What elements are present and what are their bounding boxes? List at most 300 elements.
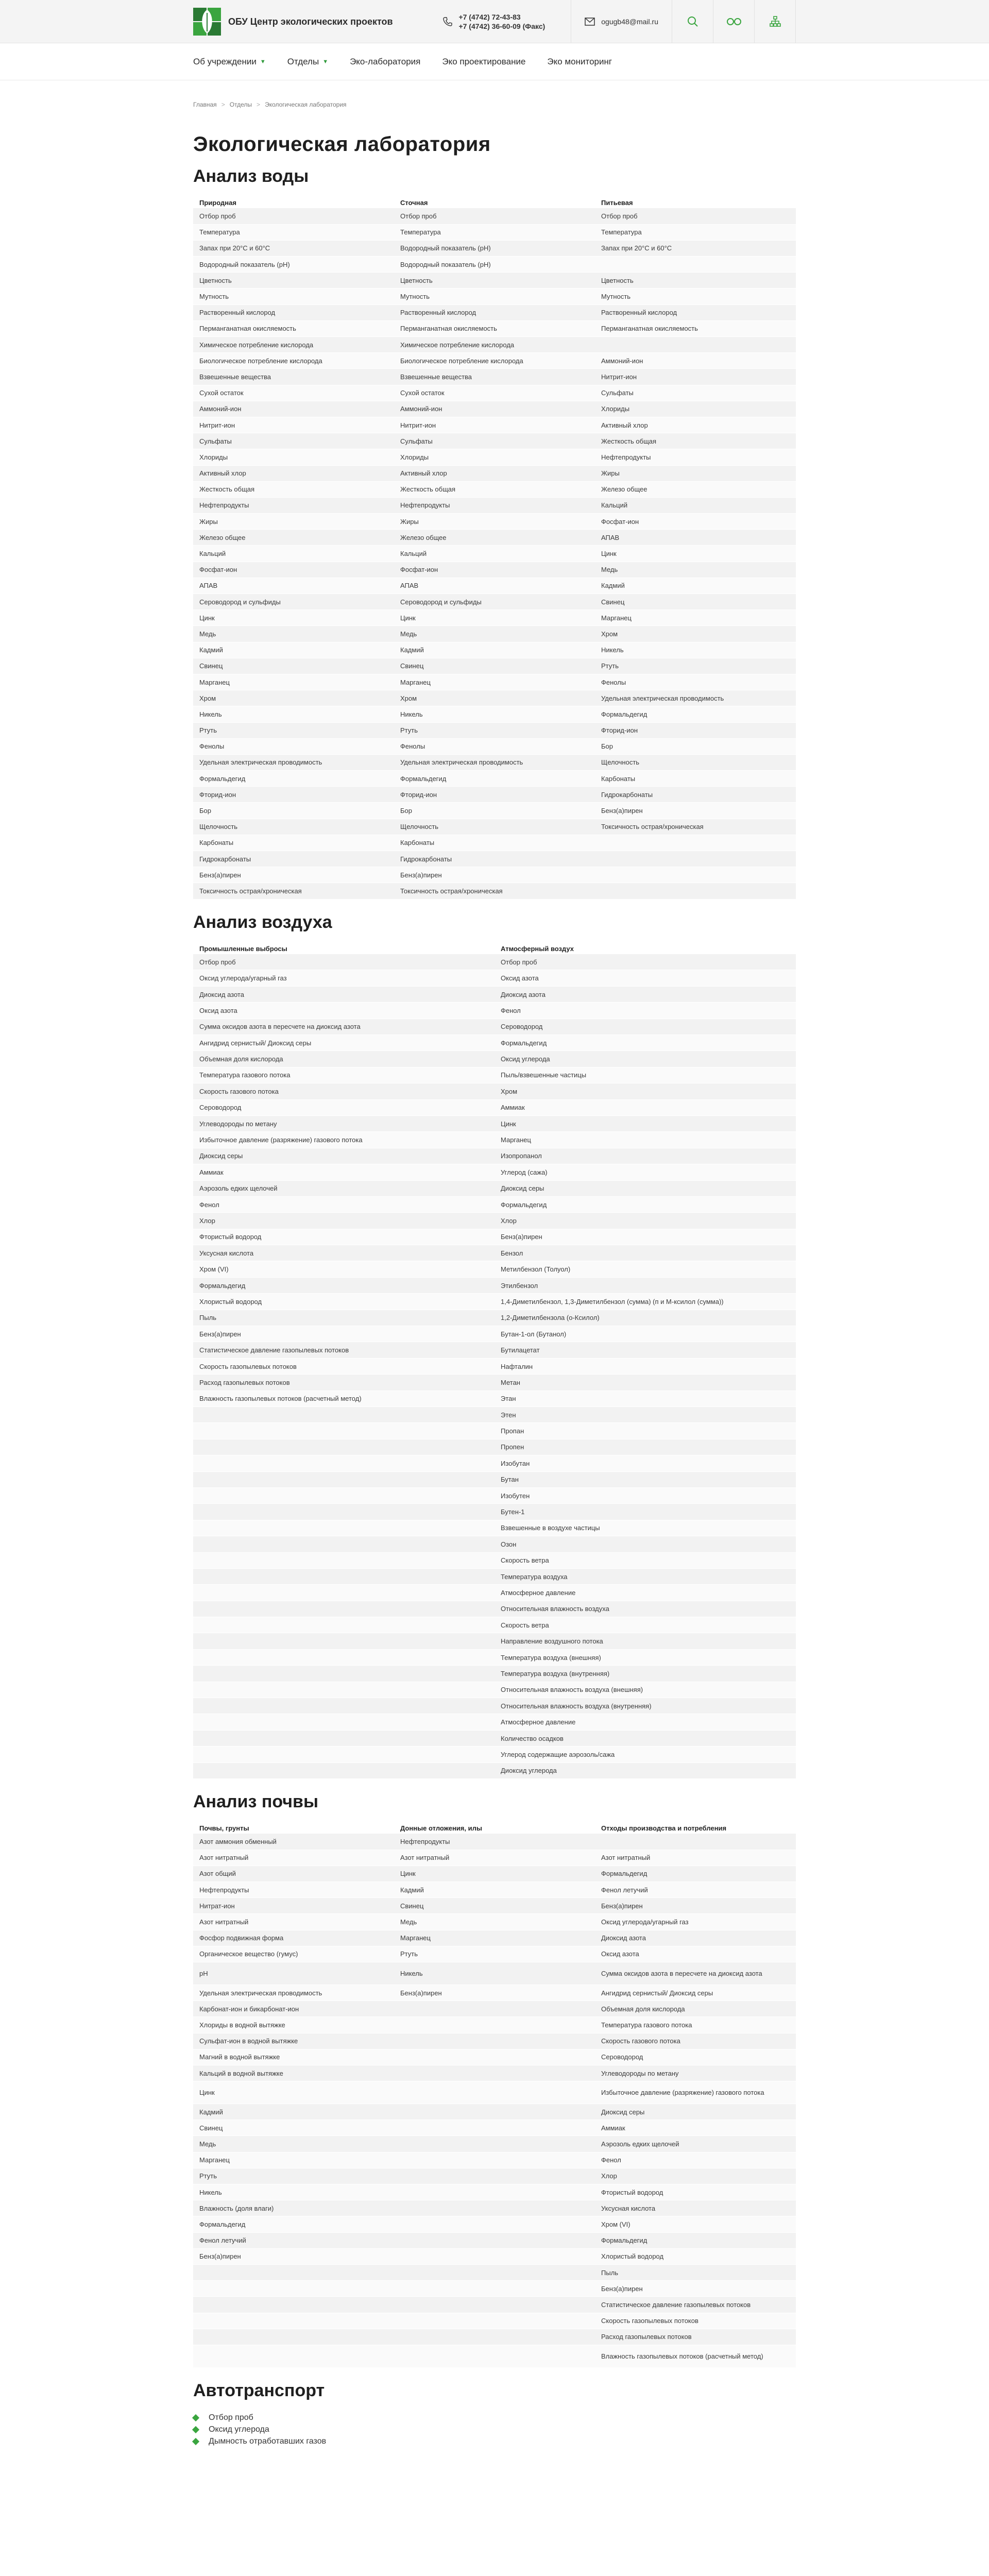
table-row <box>193 1132 796 1148</box>
table-cell <box>394 2264 595 2280</box>
table-cell <box>394 2200 595 2216</box>
table-cell: Фенол <box>494 1003 796 1019</box>
table-cell: Никель <box>193 2184 394 2200</box>
table-cell: Цинк <box>394 610 595 626</box>
nav-label: Эко-лаборатория <box>350 57 421 66</box>
table-row <box>193 514 796 530</box>
table-cell: Железо общее <box>193 530 394 546</box>
soil-section-title: Анализ почвы <box>193 1791 318 1811</box>
table-row <box>193 2049 796 2065</box>
table-cell: Щелочность <box>394 819 595 835</box>
table-cell: Аммиак <box>595 2120 796 2136</box>
nav-item-departments[interactable] <box>287 57 328 67</box>
table-cell: Активный хлор <box>193 465 394 481</box>
table-cell: Фтористый водород <box>193 1229 494 1245</box>
table-cell <box>193 1487 494 1503</box>
table-row <box>193 2136 796 2152</box>
table-cell: Магний в водной вытяжке <box>193 2049 394 2065</box>
table-row <box>193 1568 796 1584</box>
table-cell: Биологическое потребление кислорода <box>394 353 595 369</box>
table-cell: Диоксид серы <box>595 2104 796 2120</box>
breadcrumb <box>193 80 796 116</box>
table-cell: Аэрозоль едких щелочей <box>193 1180 494 1196</box>
table-cell: Жиры <box>595 465 796 481</box>
table-cell: Фенолы <box>595 674 796 690</box>
table-cell: Бенз(а)пирен <box>193 867 394 883</box>
table-cell: Кальций <box>394 546 595 562</box>
table-cell: Влажность газопылевых потоков (расчетный метод) <box>595 2345 796 2367</box>
glasses-icon <box>726 18 742 26</box>
table-row <box>193 1747 796 1762</box>
table-cell: Свинец <box>193 658 394 674</box>
nav-label: Эко мониторинг <box>547 57 612 66</box>
table-cell: Никель <box>595 642 796 658</box>
table-cell: 1,4-Диметилбензол, 1,3-Диметилбензол (сумма) (п и М-ксилол (сумма)) <box>494 1294 796 1310</box>
table-cell: Гидрокарбонаты <box>193 851 394 867</box>
table-cell <box>394 2184 595 2200</box>
table-row <box>193 1487 796 1503</box>
table-cell: Формальдегид <box>595 2232 796 2248</box>
list-item <box>193 2436 796 2448</box>
table-cell: Температура воздуха (внешняя) <box>494 1649 796 1665</box>
table-cell: Сульфаты <box>394 433 595 449</box>
table-row <box>193 1585 796 1601</box>
table-cell <box>394 2065 595 2081</box>
table-cell <box>193 1455 494 1471</box>
table-row <box>193 2184 796 2200</box>
column-header: Донные отложения, илы <box>400 1824 482 1832</box>
table-cell: Цветность <box>193 273 394 289</box>
table-cell <box>394 2152 595 2168</box>
table-row <box>193 224 796 240</box>
table-row <box>193 1552 796 1568</box>
table-cell: Сероводород <box>193 1099 494 1115</box>
table-cell: Свинец <box>595 594 796 610</box>
table-cell: Оксид азота <box>494 970 796 986</box>
table-row <box>193 2281 796 2297</box>
table-row <box>193 803 796 819</box>
table-cell: Жесткость общая <box>193 481 394 497</box>
table-cell: Ангидрид сернистый/ Диоксид серы <box>595 1985 796 2001</box>
table-cell: Сухой остаток <box>193 385 394 401</box>
table-cell <box>193 2345 394 2367</box>
table-row <box>193 1375 796 1391</box>
table-cell <box>193 1633 494 1649</box>
table-cell: Жесткость общая <box>595 433 796 449</box>
nav-item-eco-design[interactable] <box>442 57 525 67</box>
table-cell <box>394 2049 595 2065</box>
table-cell: Мутность <box>595 289 796 304</box>
table-cell: Фенолы <box>394 738 595 754</box>
auto-section-title: Автотранспорт <box>193 2380 325 2400</box>
table-row <box>193 1730 796 1746</box>
table-cell: Активный хлор <box>394 465 595 481</box>
table-cell: Оксид азота <box>595 1946 796 1962</box>
table-cell <box>193 2329 394 2345</box>
table-cell: Диоксид азота <box>595 1930 796 1946</box>
table-row <box>193 1985 796 2001</box>
table-cell: Скорость газопылевых потоков <box>193 1358 494 1374</box>
table-row <box>193 2200 796 2216</box>
table-cell: Фосфат-ион <box>394 562 595 578</box>
table-cell: Бор <box>394 803 595 819</box>
table-cell: Азот нитратный <box>193 1850 394 1866</box>
table-cell: Сульфат-ион в водной вытяжке <box>193 2033 394 2049</box>
table-cell: Бенз(а)пирен <box>394 867 595 883</box>
table-cell: Бенз(а)пирен <box>595 2281 796 2297</box>
table-cell: Медь <box>394 1914 595 1930</box>
table-cell: Относительная влажность воздуха (внешняя) <box>494 1682 796 1698</box>
table-header-row <box>193 939 796 954</box>
table-cell: Бутен-1 <box>494 1504 796 1520</box>
table-cell: Озон <box>494 1536 796 1552</box>
table-cell: Диоксид серы <box>193 1148 494 1164</box>
logo-text: ОБУ Центр экологических проектов <box>228 16 393 27</box>
table-cell: Удельная электрическая проводимость <box>394 754 595 770</box>
nav-item-eco-lab[interactable] <box>350 57 420 67</box>
table-row <box>193 1866 796 1882</box>
nav-label: Эко проектирование <box>442 57 526 66</box>
table-cell: Объемная доля кислорода <box>193 1051 494 1067</box>
table-cell: pH <box>193 1962 394 1985</box>
header-phones[interactable] <box>443 12 545 31</box>
table-row <box>193 1019 796 1035</box>
table-cell: Сероводород <box>595 2049 796 2065</box>
table-row <box>193 1714 796 1730</box>
table-cell: Никель <box>394 1962 595 1985</box>
table-cell: Токсичность острая/хроническая <box>595 819 796 835</box>
column-header: Природная <box>199 199 236 207</box>
table-row <box>193 497 796 513</box>
table-cell: Относительная влажность воздуха <box>494 1601 796 1617</box>
table-cell <box>193 1471 494 1487</box>
table-cell <box>394 2081 595 2104</box>
table-cell: Химическое потребление кислорода <box>193 337 394 353</box>
table-cell: Кадмий <box>394 642 595 658</box>
table-cell: Скорость газового потока <box>595 2033 796 2049</box>
table-row <box>193 594 796 610</box>
header-phone-1[interactable]: +7 (4742) 72-43-83 <box>458 13 521 21</box>
table-cell <box>394 2168 595 2184</box>
table-cell: Атмосферное давление <box>494 1714 796 1730</box>
table-cell: Температура газового потока <box>595 2017 796 2033</box>
table-cell <box>193 1762 494 1778</box>
table-cell: Хлориды <box>394 449 595 465</box>
table-cell: Взвешенные вещества <box>394 369 595 385</box>
table-cell: Кальций в водной вытяжке <box>193 2065 394 2081</box>
table-cell: Удельная электрическая проводимость <box>595 690 796 706</box>
table-row <box>193 481 796 497</box>
table-cell: Ртуть <box>595 658 796 674</box>
table-cell: Бор <box>193 803 394 819</box>
table-row <box>193 1834 796 1850</box>
table-cell: Пыль <box>193 1310 494 1326</box>
table-row <box>193 1762 796 1778</box>
table-cell: Удельная электрическая проводимость <box>193 1985 394 2001</box>
table-cell: Углеводороды по метану <box>193 1115 494 1131</box>
logo[interactable] <box>193 8 393 36</box>
table-row <box>193 1277 796 1293</box>
table-cell: Перманганатная окисляемость <box>595 320 796 336</box>
table-row <box>193 835 796 851</box>
table-cell: Цинк <box>193 610 394 626</box>
table-row <box>193 562 796 578</box>
table-cell: Фенол летучий <box>595 1882 796 1898</box>
table-cell: Нитрат-ион <box>193 1898 394 1914</box>
table-row <box>193 1391 796 1406</box>
table-row <box>193 2297 796 2313</box>
table-row <box>193 674 796 690</box>
breadcrumb-separator: > <box>221 101 225 108</box>
table-cell <box>595 257 796 273</box>
table-cell: Растворенный кислород <box>595 304 796 320</box>
table-cell: Влажность газопылевых потоков (расчетный метод) <box>193 1391 494 1406</box>
table-cell: Сумма оксидов азота в пересчете на диоксид азота <box>193 1019 494 1035</box>
table-cell: Этан <box>494 1391 796 1406</box>
table-cell: Расход газопылевых потоков <box>193 1375 494 1391</box>
table-cell: Фтористый водород <box>595 2184 796 2200</box>
table-row <box>193 610 796 626</box>
table-cell <box>193 2264 394 2280</box>
header-phone-2[interactable]: +7 (4742) 36-60-09 (Факс) <box>458 22 545 30</box>
table-cell: Формальдегид <box>193 771 394 787</box>
table-cell: Влажность (доля влаги) <box>193 2200 394 2216</box>
table-cell: Объемная доля кислорода <box>595 2001 796 2017</box>
table-cell: Бенз(а)пирен <box>193 2248 394 2264</box>
table-row <box>193 1358 796 1374</box>
table-cell: Избыточное давление (разряжение) газового потока <box>193 1132 494 1148</box>
table-cell: Фторид-ион <box>595 722 796 738</box>
table-row <box>193 867 796 883</box>
table-cell: Жесткость общая <box>394 481 595 497</box>
table-row <box>193 2232 796 2248</box>
list-item-label: Отбор проб <box>209 2413 253 2422</box>
mail-icon <box>585 18 595 26</box>
table-cell: Хлориды <box>193 449 394 465</box>
table-row <box>193 2216 796 2232</box>
table-cell <box>193 1536 494 1552</box>
table-cell: Химическое потребление кислорода <box>394 337 595 353</box>
table-row <box>193 771 796 787</box>
table-cell: Скорость газопылевых потоков <box>595 2313 796 2329</box>
table-row <box>193 433 796 449</box>
table-cell: Водородный показатель (pH) <box>193 257 394 273</box>
table-cell: Бенз(а)пирен <box>193 1326 494 1342</box>
table-row <box>193 1229 796 1245</box>
nav-item-about[interactable] <box>193 57 266 67</box>
table-row <box>193 2120 796 2136</box>
column-header: Атмосферный воздух <box>501 944 574 953</box>
table-cell: Изобутен <box>494 1487 796 1503</box>
table-cell: Температура воздуха <box>494 1568 796 1584</box>
breadcrumb-home[interactable]: Главная <box>193 101 217 108</box>
table-cell <box>595 867 796 883</box>
table-row <box>193 1504 796 1520</box>
nav-label: Об учреждении <box>193 57 257 66</box>
table-row <box>193 240 796 256</box>
table-cell: Оксид азота <box>193 1003 494 1019</box>
table-row <box>193 1342 796 1358</box>
phone-icon <box>443 17 452 26</box>
table-cell: Уксусная кислота <box>595 2200 796 2216</box>
table-cell: Мутность <box>394 289 595 304</box>
table-header-row <box>193 1818 796 1834</box>
table-row <box>193 738 796 754</box>
table-cell <box>193 1439 494 1455</box>
nav-label: Отделы <box>287 57 319 66</box>
table-cell: Кадмий <box>394 1882 595 1898</box>
table-cell: Диоксид азота <box>193 986 494 1002</box>
table-row <box>193 626 796 642</box>
table-cell: Изопропанол <box>494 1148 796 1164</box>
table-row <box>193 320 796 336</box>
table-row <box>193 1850 796 1866</box>
table-cell: Аммиак <box>193 1164 494 1180</box>
table-cell: Аммоний-ион <box>193 401 394 417</box>
table-cell: Пропен <box>494 1439 796 1455</box>
table-row <box>193 337 796 353</box>
table-cell: Бор <box>595 738 796 754</box>
table-cell: Органическое вещество (гумус) <box>193 1946 394 1962</box>
table-row <box>193 257 796 273</box>
table-cell: Формальдегид <box>193 2216 394 2232</box>
table-row <box>193 1914 796 1930</box>
table-cell: Нефтепродукты <box>394 1834 595 1850</box>
table-row <box>193 851 796 867</box>
table-cell: Углеводороды по метану <box>595 2065 796 2081</box>
table-cell: Железо общее <box>394 530 595 546</box>
table-cell: Бенз(а)пирен <box>394 1985 595 2001</box>
table-cell: Жиры <box>394 514 595 530</box>
table-row <box>193 1083 796 1099</box>
table-cell: Взвешенные вещества <box>193 369 394 385</box>
table-row <box>193 1326 796 1342</box>
table-row <box>193 449 796 465</box>
table-cell: Отбор проб <box>494 954 796 970</box>
table-cell: Токсичность острая/хроническая <box>394 883 595 899</box>
table-row <box>193 1649 796 1665</box>
table-cell <box>193 1698 494 1714</box>
table-cell <box>193 2281 394 2297</box>
table-cell <box>193 1617 494 1633</box>
table-cell: Медь <box>595 562 796 578</box>
table-cell: Нефтепродукты <box>595 449 796 465</box>
table-cell <box>193 1552 494 1568</box>
table-row <box>193 417 796 433</box>
table-cell: Цинк <box>595 546 796 562</box>
table-row <box>193 1536 796 1552</box>
table-cell: Нафталин <box>494 1358 796 1374</box>
table-row <box>193 642 796 658</box>
table-cell: Бенз(а)пирен <box>595 803 796 819</box>
table-cell: Ртуть <box>193 722 394 738</box>
table-cell: Формальдегид <box>193 1277 494 1293</box>
nav-item-eco-monitoring[interactable] <box>547 57 612 67</box>
table-cell: Токсичность острая/хроническая <box>193 883 394 899</box>
table-cell: Цинк <box>494 1115 796 1131</box>
table-cell <box>394 2248 595 2264</box>
table-cell: Карбонаты <box>193 835 394 851</box>
chevron-down-icon: ▼ <box>322 59 329 65</box>
breadcrumb-departments[interactable]: Отделы <box>229 101 252 108</box>
search-button[interactable] <box>672 0 713 43</box>
table-row <box>193 369 796 385</box>
sitemap-button[interactable] <box>755 0 796 43</box>
table-cell <box>394 2232 595 2248</box>
table-cell: Аммиак <box>494 1099 796 1115</box>
table-cell: Хлор <box>494 1213 796 1229</box>
table-row <box>193 465 796 481</box>
table-cell <box>394 2120 595 2136</box>
table-cell: Оксид углерода <box>494 1051 796 1067</box>
table-row <box>193 2264 796 2280</box>
accessibility-button[interactable] <box>713 0 755 43</box>
table-cell: Свинец <box>193 2120 394 2136</box>
table-cell: Отбор проб <box>193 954 494 970</box>
table-cell: Медь <box>394 626 595 642</box>
table-cell <box>193 1520 494 1536</box>
table-cell: Хром (VI) <box>193 1261 494 1277</box>
table-row <box>193 1051 796 1067</box>
table-cell <box>394 2313 595 2329</box>
logo-icon <box>193 8 221 36</box>
table-cell: Ангидрид сернистый/ Диоксид серы <box>193 1035 494 1051</box>
table-cell: Азот нитратный <box>394 1850 595 1866</box>
table-cell: Цинк <box>394 1866 595 1882</box>
table-row <box>193 722 796 738</box>
table-cell: Цинк <box>193 2081 394 2104</box>
table-cell: Запах при 20°C и 60°C <box>193 240 394 256</box>
table-body <box>193 954 796 1779</box>
column-header: Промышленные выбросы <box>199 944 287 953</box>
table-cell: Фосфат-ион <box>595 514 796 530</box>
sitemap-icon <box>770 16 781 27</box>
list-item-label: Оксид углерода <box>209 2425 269 2434</box>
table-cell: Кадмий <box>595 578 796 594</box>
table-row <box>193 2345 796 2367</box>
table-cell <box>394 2216 595 2232</box>
table-cell: Бутилацетат <box>494 1342 796 1358</box>
table-cell: Карбонаты <box>394 835 595 851</box>
table-cell: Биологическое потребление кислорода <box>193 353 394 369</box>
table-row <box>193 273 796 289</box>
table-cell: Карбонаты <box>595 771 796 787</box>
table-row <box>193 754 796 770</box>
table-cell: Пыль <box>595 2264 796 2280</box>
table-body <box>193 1834 796 2367</box>
table-cell: АПАВ <box>193 578 394 594</box>
table-row <box>193 1698 796 1714</box>
table-cell: Сухой остаток <box>394 385 595 401</box>
table-cell: Формальдегид <box>494 1196 796 1212</box>
table-cell: Цветность <box>394 273 595 289</box>
table-row <box>193 546 796 562</box>
table-row <box>193 289 796 304</box>
table-cell: Водородный показатель (pH) <box>394 240 595 256</box>
table-cell: Фенолы <box>193 738 394 754</box>
table-cell: Аммоний-ион <box>595 353 796 369</box>
table-row <box>193 1423 796 1439</box>
table-cell <box>193 1601 494 1617</box>
table-row <box>193 1930 796 1946</box>
header-email[interactable] <box>571 0 672 43</box>
column-header: Сточная <box>400 199 428 207</box>
table-cell: Фенол летучий <box>193 2232 394 2248</box>
main-content <box>193 80 796 2448</box>
table-cell: Скорость ветра <box>494 1552 796 1568</box>
table-row <box>193 2168 796 2184</box>
table-cell: Нефтепродукты <box>193 497 394 513</box>
